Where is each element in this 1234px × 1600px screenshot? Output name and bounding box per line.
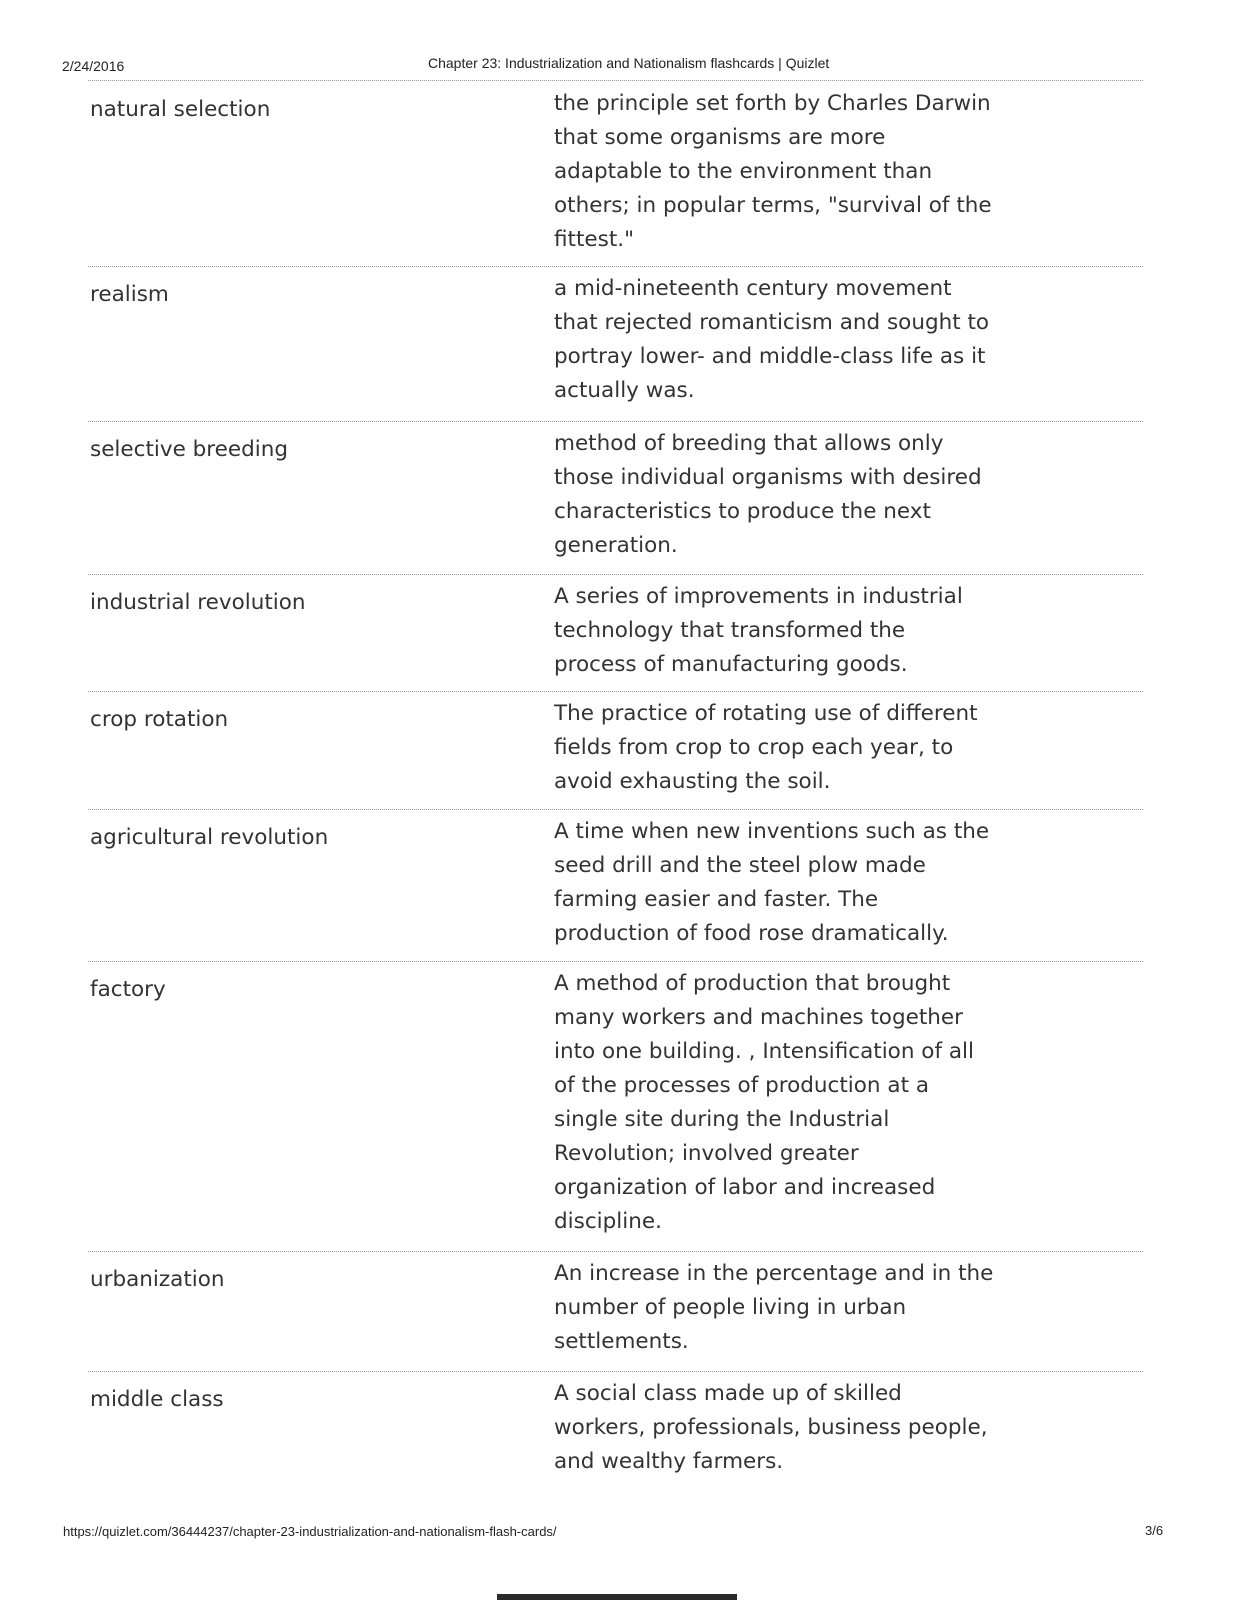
card-term: realism bbox=[90, 282, 169, 307]
flashcard-row bbox=[88, 1372, 1143, 1490]
flashcard-row bbox=[88, 422, 1143, 575]
card-definition: An increase in the percentage and in the number of people living in urban settlements. bbox=[554, 1261, 994, 1354]
page-title: Chapter 23: Industrialization and Nationalism flashcards | Quizlet bbox=[428, 55, 830, 71]
page-number: 3/6 bbox=[1145, 1523, 1164, 1538]
card-term: selective breeding bbox=[90, 437, 289, 462]
flashcard-row bbox=[88, 810, 1143, 962]
card-term: industrial revolution bbox=[90, 590, 306, 615]
card-term: crop rotation bbox=[90, 707, 229, 732]
print-date: 2/24/2016 bbox=[62, 58, 125, 74]
card-definition: a mid-nineteenth century movement that rejected romanticism and sought to portray lower- and middle-class life as it actually was. bbox=[554, 276, 990, 403]
card-definition: A time when new inventions such as the seed drill and the steel plow made farming easier and faster. The production of food rose dramatically. bbox=[554, 819, 990, 946]
flashcard-row bbox=[88, 692, 1143, 810]
card-term: natural selection bbox=[90, 97, 271, 122]
card-definition: A method of production that brought many workers and machines together into one building. , Intensification of all of the processes of production at a single site during the Industrial Revolution; involved greater organization of labor and increased discipline. bbox=[554, 971, 974, 1234]
page-url: https://quizlet.com/36444237/chapter-23-industrialization-and-nationalism-flash-cards/ bbox=[63, 1524, 557, 1539]
card-definition: the principle set forth by Charles Darwin that some organisms are more adaptable to the environment than others; in popular terms, "survival of the fittest." bbox=[554, 91, 992, 252]
flashcard-row bbox=[88, 267, 1143, 422]
top-divider bbox=[88, 80, 1143, 81]
flashcard-row bbox=[88, 962, 1143, 1252]
card-term: factory bbox=[90, 977, 166, 1002]
card-term: agricultural revolution bbox=[90, 825, 329, 850]
card-definition: The practice of rotating use of different fields from crop to crop each year, to avoid exhausting the soil. bbox=[554, 701, 978, 794]
scanner-edge-mark bbox=[497, 1594, 737, 1600]
flashcard-row bbox=[88, 575, 1143, 692]
card-term: urbanization bbox=[90, 1267, 225, 1292]
flashcard-row bbox=[88, 82, 1143, 267]
flashcard-row bbox=[88, 1252, 1143, 1372]
card-definition: A social class made up of skilled workers, professionals, business people, and wealthy farmers. bbox=[554, 1381, 988, 1474]
card-term: middle class bbox=[90, 1387, 224, 1412]
flashcard-list bbox=[88, 82, 1143, 1490]
card-definition: A series of improvements in industrial technology that transformed the process of manufacturing goods. bbox=[554, 584, 963, 677]
card-definition: method of breeding that allows only those individual organisms with desired characteristics to produce the next generation. bbox=[554, 431, 982, 558]
